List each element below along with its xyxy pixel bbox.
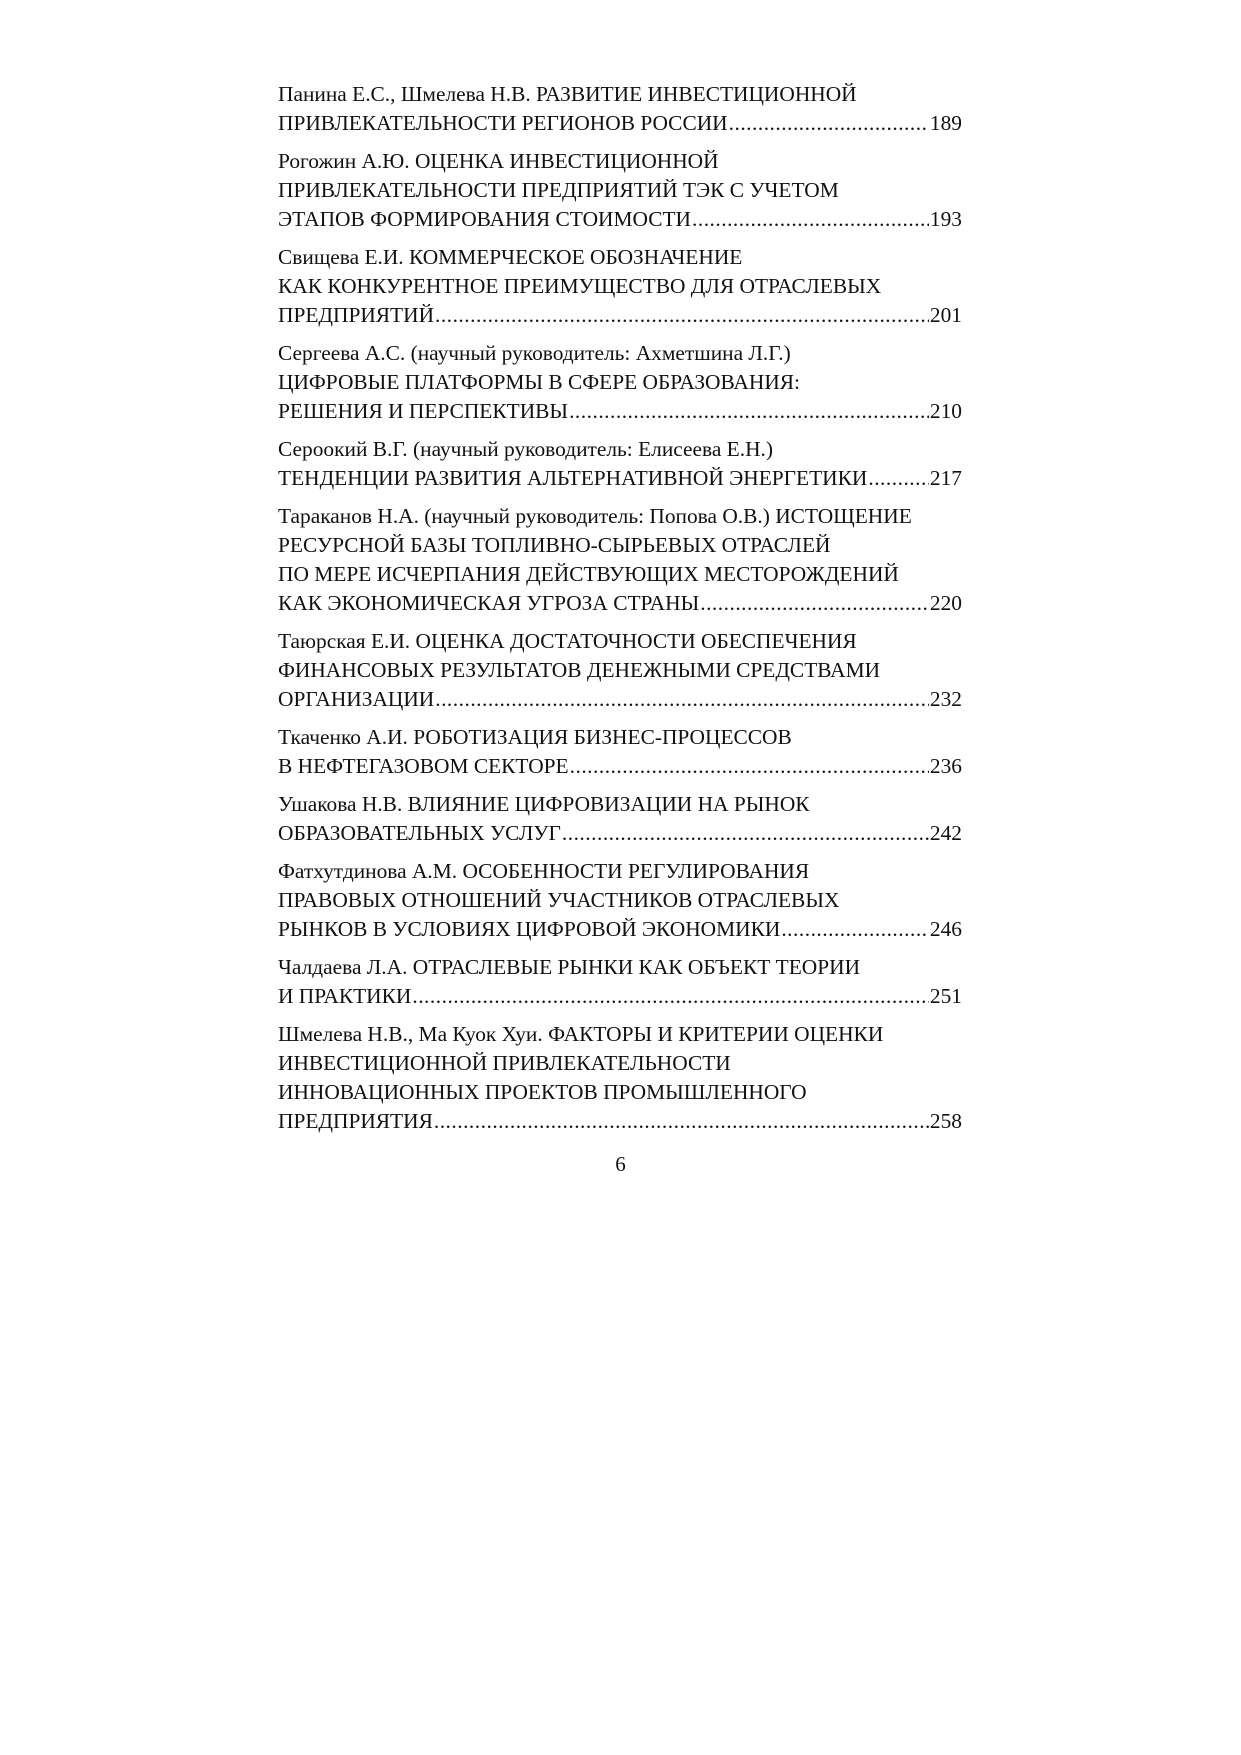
- toc-page-number: 258: [929, 1109, 962, 1133]
- toc-entry-line: В НЕФТЕГАЗОВОМ СЕКТОРЕ: [278, 754, 569, 778]
- toc-page-number: 201: [929, 303, 962, 327]
- toc-entry-line: Тараканов Н.А. (научный руководитель: Попова О.В.) ИСТОЩЕНИЕ: [278, 504, 912, 528]
- toc-entry-line: Фатхутдинова А.М. ОСОБЕННОСТИ РЕГУЛИРОВАНИЯ: [278, 859, 810, 883]
- toc-entry-line: КАК ЭКОНОМИЧЕСКАЯ УГРОЗА СТРАНЫ: [278, 591, 700, 615]
- page-number: 6: [615, 1152, 626, 1176]
- toc-page-number: 232: [929, 687, 962, 711]
- toc-entry-line: КАК КОНКУРЕНТНОЕ ПРЕИМУЩЕСТВО ДЛЯ ОТРАСЛЕВЫХ: [278, 274, 882, 298]
- dot-leader: [570, 752, 929, 781]
- toc-entry-last-line: [278, 752, 962, 781]
- toc-entry-last-line: [278, 109, 962, 138]
- toc-entry: [278, 435, 962, 493]
- toc-entry-last-line: [278, 1107, 962, 1136]
- toc-entry-line: Сероокий В.Г. (научный руководитель: Елисеева Е.Н.): [278, 437, 774, 461]
- toc-entry-line: Сергеева А.С. (научный руководитель: Ахметшина Л.Г.): [278, 341, 791, 365]
- toc-entry: [278, 1020, 962, 1136]
- toc-entry-line: ОБРАЗОВАТЕЛЬНЫХ УСЛУГ: [278, 821, 561, 845]
- dot-leader: [569, 397, 929, 426]
- toc-entry: [278, 147, 962, 234]
- dot-leader: [435, 301, 929, 330]
- toc-entry-line: ИННОВАЦИОННЫХ ПРОЕКТОВ ПРОМЫШЛЕННОГО: [278, 1080, 807, 1104]
- toc-entry-last-line: [278, 464, 962, 493]
- dot-leader: [435, 685, 929, 714]
- toc-page-number: 246: [929, 917, 962, 941]
- toc-entry-line: ПРИВЛЕКАТЕЛЬНОСТИ ПРЕДПРИЯТИЙ ТЭК С УЧЕТОМ: [278, 178, 839, 202]
- dot-leader: [700, 589, 929, 618]
- toc-entry: [278, 502, 962, 618]
- toc-entry-last-line: [278, 397, 962, 426]
- toc-entry-line: ПРИВЛЕКАТЕЛЬНОСТИ РЕГИОНОВ РОССИИ: [278, 111, 728, 135]
- toc-entry-line: ЦИФРОВЫЕ ПЛАТФОРМЫ В СФЕРЕ ОБРАЗОВАНИЯ:: [278, 370, 800, 394]
- dot-leader: [412, 982, 929, 1011]
- toc-entry-line: ФИНАНСОВЫХ РЕЗУЛЬТАТОВ ДЕНЕЖНЫМИ СРЕДСТВАМИ: [278, 658, 881, 682]
- toc-entry-line: Рогожин А.Ю. ОЦЕНКА ИНВЕСТИЦИОННОЙ: [278, 149, 719, 173]
- dot-leader: [781, 915, 929, 944]
- toc-entry-last-line: [278, 819, 962, 848]
- toc-entry-line: ИНВЕСТИЦИОННОЙ ПРИВЛЕКАТЕЛЬНОСТИ: [278, 1051, 731, 1075]
- toc-entry-last-line: [278, 982, 962, 1011]
- toc-entry-line: РЕСУРСНОЙ БАЗЫ ТОПЛИВНО-СЫРЬЕВЫХ ОТРАСЛЕЙ: [278, 533, 831, 557]
- toc-entry: [278, 339, 962, 426]
- toc-page-number: 217: [929, 466, 962, 490]
- toc-entry-line: Ушакова Н.В. ВЛИЯНИЕ ЦИФРОВИЗАЦИИ НА РЫНОК: [278, 792, 810, 816]
- toc-entry: [278, 857, 962, 944]
- dot-leader: [692, 205, 929, 234]
- toc-page-number: 193: [929, 207, 962, 231]
- toc-entry-last-line: [278, 205, 962, 234]
- toc-entry-line: Таюрская Е.И. ОЦЕНКА ДОСТАТОЧНОСТИ ОБЕСПЕЧЕНИЯ: [278, 629, 857, 653]
- toc-entry-line: Чалдаева Л.А. ОТРАСЛЕВЫЕ РЫНКИ КАК ОБЪЕКТ ТЕОРИИ: [278, 955, 861, 979]
- dot-leader: [562, 819, 929, 848]
- dot-leader: [868, 464, 929, 493]
- toc-entry-line: РЫНКОВ В УСЛОВИЯХ ЦИФРОВОЙ ЭКОНОМИКИ: [278, 917, 781, 941]
- toc-entry-line: Ткаченко А.И. РОБОТИЗАЦИЯ БИЗНЕС-ПРОЦЕССОВ: [278, 725, 792, 749]
- toc-entry: [278, 953, 962, 1011]
- toc-entry-line: ОРГАНИЗАЦИИ: [278, 687, 435, 711]
- toc-entry: [278, 243, 962, 330]
- toc-entry: [278, 723, 962, 781]
- toc-entry-line: Свищева Е.И. КОММЕРЧЕСКОЕ ОБОЗНАЧЕНИЕ: [278, 245, 743, 269]
- toc-entry: [278, 627, 962, 714]
- toc-entry-line: РЕШЕНИЯ И ПЕРСПЕКТИВЫ: [278, 399, 569, 423]
- toc-page-number: 242: [929, 821, 962, 845]
- toc-page-number: 210: [929, 399, 962, 423]
- toc-entry-line: И ПРАКТИКИ: [278, 984, 412, 1008]
- toc-entry-line: ТЕНДЕНЦИИ РАЗВИТИЯ АЛЬТЕРНАТИВНОЙ ЭНЕРГЕТИКИ: [278, 466, 868, 490]
- toc-entry: [278, 80, 962, 138]
- toc-entry-line: Шмелева Н.В., Ма Куок Хуи. ФАКТОРЫ И КРИТЕРИИ ОЦЕНКИ: [278, 1022, 884, 1046]
- toc-entry-line: ПРЕДПРИЯТИЯ: [278, 1109, 433, 1133]
- dot-leader: [434, 1107, 929, 1136]
- toc-entry-last-line: [278, 685, 962, 714]
- toc-entry-line: ПРАВОВЫХ ОТНОШЕНИЙ УЧАСТНИКОВ ОТРАСЛЕВЫХ: [278, 888, 840, 912]
- toc-entry-last-line: [278, 915, 962, 944]
- toc-entry-last-line: [278, 589, 962, 618]
- toc-page-number: 236: [929, 754, 962, 778]
- toc-page-number: 251: [929, 984, 962, 1008]
- toc-entry-line: ПО МЕРЕ ИСЧЕРПАНИЯ ДЕЙСТВУЮЩИХ МЕСТОРОЖДЕНИЙ: [278, 562, 899, 586]
- toc-page-number: 220: [929, 591, 962, 615]
- toc-entry-line: Панина Е.С., Шмелева Н.В. РАЗВИТИЕ ИНВЕСТИЦИОННОЙ: [278, 82, 857, 106]
- dot-leader: [729, 109, 929, 138]
- toc-entry-line: ЭТАПОВ ФОРМИРОВАНИЯ СТОИМОСТИ: [278, 207, 691, 231]
- toc-entry: [278, 790, 962, 848]
- toc-entry-last-line: [278, 301, 962, 330]
- table-of-contents: [278, 80, 962, 1145]
- toc-page-number: 189: [929, 111, 962, 135]
- toc-entry-line: ПРЕДПРИЯТИЙ: [278, 303, 435, 327]
